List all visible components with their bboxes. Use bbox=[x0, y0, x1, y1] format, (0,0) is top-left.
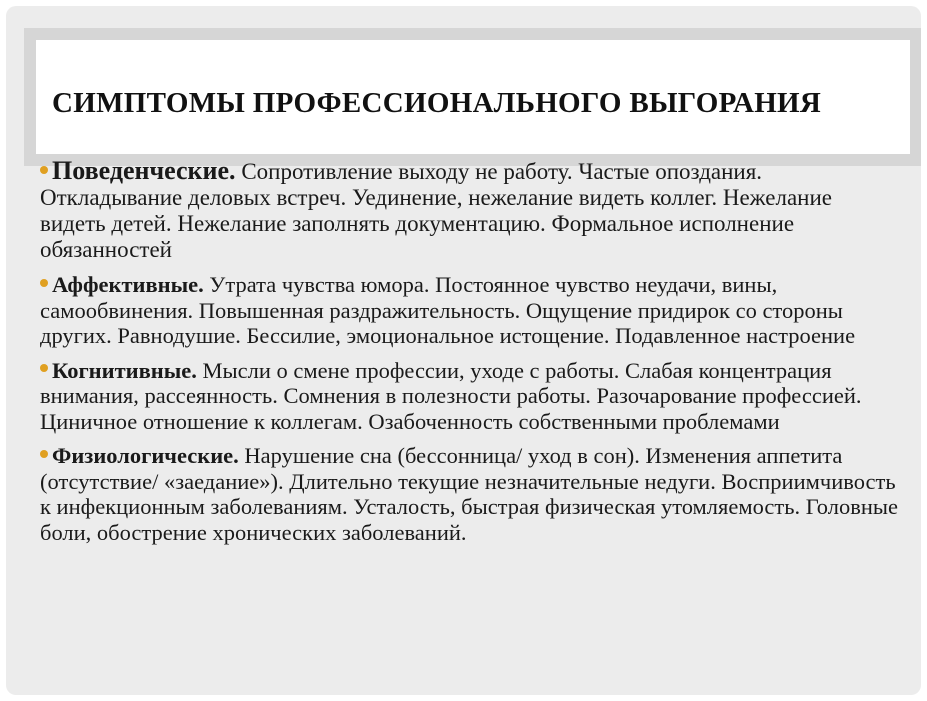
list-item-behavioral bbox=[40, 158, 902, 263]
slide-body bbox=[40, 158, 902, 554]
item-heading: Поведенческие. bbox=[52, 156, 236, 185]
slide-title: СИМПТОМЫ ПРОФЕССИОНАЛЬНОГО ВЫГОРАНИЯ bbox=[52, 86, 822, 119]
title-box bbox=[36, 40, 910, 154]
item-text: Мысли о смене профессии, уходе с работы. Слабая концентрация внимания, рассеянность. Сомнения в полезности работы. Разочарование профессией. Циничное отношение к коллегам. Озабоченность собственными проблемами bbox=[40, 357, 862, 434]
list-item-affective bbox=[40, 272, 902, 349]
item-text: Сопротивление выходу не работу. Частые опоздания. Откладывание деловых встреч. Уединение, нежелание видеть коллег. Нежелание видеть детей. Нежелание заполнять документацию. Формальное исполнение обязанностей bbox=[40, 159, 832, 262]
slide bbox=[6, 6, 921, 695]
item-heading: Аффективные. bbox=[52, 272, 204, 297]
item-heading: Когнитивные. bbox=[52, 357, 197, 383]
list-item-physiological bbox=[40, 443, 902, 545]
list-item-cognitive bbox=[40, 358, 902, 435]
bullet-icon bbox=[40, 364, 48, 372]
bullet-icon bbox=[40, 279, 48, 287]
bullet-icon bbox=[40, 166, 48, 174]
item-heading: Физиологические. bbox=[52, 443, 239, 468]
item-text: Нарушение сна (бессонница/ уход в сон). Изменения аппетита (отсутствие/ «заедание»). Длительно текущие незначительные недуги. Восприимчивость к инфекционным заболеваниям. Усталость, быстрая физическая утомляемость. Головные боли, обострение хронических заболеваний. bbox=[40, 443, 898, 545]
bullet-icon bbox=[40, 450, 48, 458]
item-text: Утрата чувства юмора. Постоянное чувство неудачи, вины, самообвинения. Повышенная раздражительность. Ощущение придирок со стороны других. Равнодушие. Бессилие, эмоциональное истощение. Подавленное настроение bbox=[40, 272, 856, 348]
